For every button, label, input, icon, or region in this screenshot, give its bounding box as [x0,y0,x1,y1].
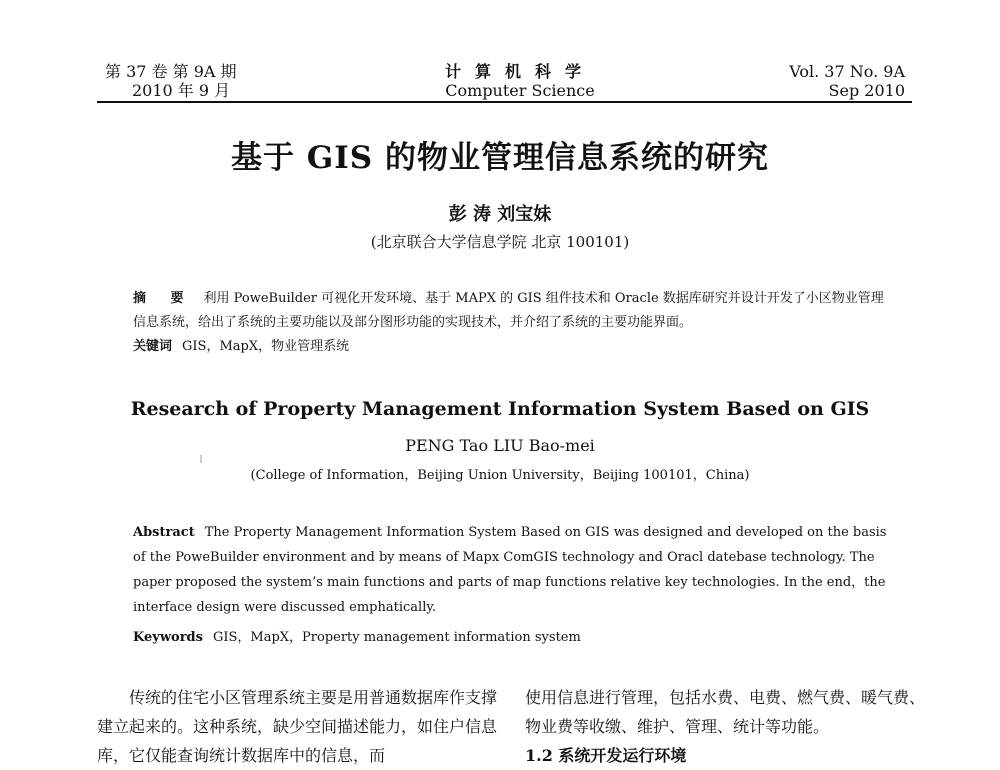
body-right-text: 使用信息进行管理，包括水费、电费、燃气费、暖气费、物业费等收缴、维护、管理、统计等功能。 [525,688,926,736]
section-heading: 1.2 系统开发运行环境 [525,746,687,765]
authors-cn: 彭 涛 刘宝妹 [448,204,552,225]
journal-volume-issue: 第 37 卷 第 9A 期 [105,62,237,81]
affiliation-cn: (北京联合大学信息学院 北京 100101) [370,233,630,251]
keywords-en-label: Keywords [133,630,203,645]
keywords-en [133,626,893,645]
keywords-en-text: GIS，MapX，Property management information system [212,630,581,645]
abstract-cn-text: 利用 PoweBuilder 可视化开发环境、基于 MAPX 的 GIS 组件技术和 Oracle 数据库研究并设计开发了小区物业管理信息系统，给出了系统的主要功能以及部分图形功能的实现技术，并介绍了系统的主要功能界面。 [133,291,884,330]
paper-title-en: Research of Property Management Information System Based on GIS [130,398,870,420]
body-right-column [525,683,925,770]
header-rule [97,101,912,103]
journal-name-en: Computer Science [445,81,595,100]
journal-issue-cn [105,62,237,100]
abstract-cn [133,287,893,335]
keywords-cn [133,335,893,359]
journal-date-cn: 2010 年 9 月 [132,81,231,100]
abstract-en-text: The Property Management Information System Based on GIS was designed and developed on the basis of the PoweBuilder environment and by means of Mapx ComGIS technology and Oracl datebase technology. The paper proposed the system’s main functions and parts of map functions relative key technologies. In the end，the interface design were discussed emphatically. [133,525,887,615]
abstract-cn-label: 摘 要 [133,291,194,306]
affiliation-en: (College of Information，Beijing Union University，Beijing 100101，China) [250,468,750,483]
journal-name-cn: 计算机科学 [444,62,595,81]
journal-volume-en: Vol. 37 No. 9A [789,62,905,81]
body-left-column: 传统的住宅小区管理系统主要是用普通数据库作支撑建立起来的。这种系统，缺少空间描述能力，如住户信息库，它仅能查询统计数据库中的信息，而 [97,688,498,765]
keywords-cn-text: GIS，MapX，物业管理系统 [182,339,350,354]
abstract-cn-block [133,287,893,359]
abstract-en-label: Abstract [133,525,195,540]
journal-date-en: Sep 2010 [828,81,905,100]
keywords-cn-label: 关键词 [133,339,173,354]
scan-mark [200,455,202,463]
abstract-en [133,520,893,620]
authors-en: PENG Tao LIU Bao-mei [405,436,595,455]
journal-issue-en [789,62,905,100]
paper-title-cn: 基于 GIS 的物业管理信息系统的研究 [231,140,769,176]
journal-name [410,62,630,100]
